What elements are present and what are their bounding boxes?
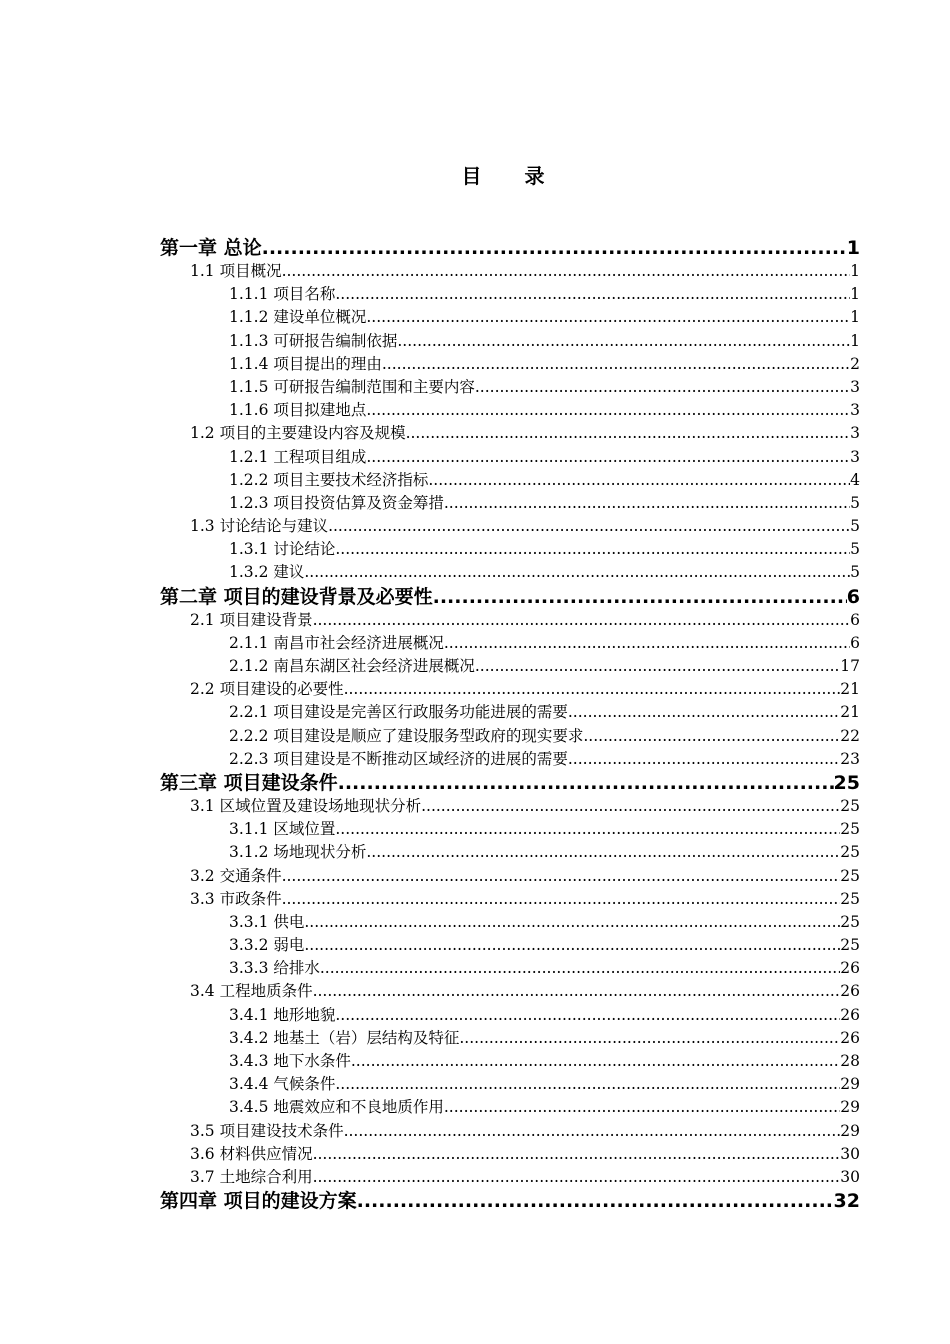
dot-leader [313,1143,841,1166]
toc-entry-page-number: 25 [840,796,860,815]
dot-leader [351,1050,840,1073]
toc-entry-page-number: 1 [850,308,860,327]
toc-entry-section[interactable] [160,980,860,1003]
toc-entry-page-number: 1 [850,262,860,280]
dot-leader [313,1166,841,1189]
toc-entry-section[interactable] [160,1143,860,1166]
toc-entry-page-number: 3 [850,377,860,396]
toc-entry-label: 1.1 项目概况 [190,262,282,280]
toc-entry-page-number: 25 [840,912,860,931]
dot-leader [444,632,850,655]
toc-entry-subsection[interactable] [160,353,860,376]
toc-entry-subsection[interactable] [160,841,860,864]
dot-leader [282,260,851,283]
dot-leader [583,725,840,748]
toc-entry-label: 1.1.3 可研报告编制依据 [229,331,398,350]
toc-entry-page-number: 22 [840,726,860,745]
toc-entry-subsection[interactable] [160,1073,860,1096]
toc-entry-page-number: 21 [840,703,860,722]
toc-entry-page-number: 29 [840,1121,860,1140]
toc-entry-label: 3.4.2 地基土（岩）层结构及特征 [229,1028,460,1047]
dot-leader [313,609,851,632]
toc-entry-page-number: 5 [850,493,860,512]
toc-entry-label: 2.1.1 南昌市社会经济进展概况 [229,633,444,652]
toc-entry-chapter[interactable] [160,585,860,609]
dot-leader [304,934,840,957]
dot-leader [262,236,847,260]
dot-leader [459,1027,840,1050]
toc-entry-label: 3.4.4 气候条件 [229,1075,336,1094]
dot-leader [382,353,850,376]
toc-entry-label: 3.7 土地综合利用 [190,1167,313,1186]
toc-entry-subsection[interactable] [160,701,860,724]
table-of-contents [160,236,860,1213]
toc-entry-page-number: 6 [846,585,860,608]
toc-entry-label: 3.3.3 给排水 [229,959,320,978]
toc-entry-label: 3.4 工程地质条件 [190,982,313,1001]
toc-entry-label: 1.2.3 项目投资估算及资金筹措 [229,493,444,512]
toc-entry-section[interactable] [160,795,860,818]
toc-entry-page-number: 30 [840,1167,860,1186]
dot-leader [335,283,850,306]
toc-entry-subsection[interactable] [160,561,860,584]
dot-leader [335,1004,840,1027]
toc-entry-label: 1.2.2 项目主要技术经济指标 [229,470,429,489]
toc-entry-label: 1.2.1 工程项目组成 [229,447,367,466]
toc-entry-label: 3.5 项目建设技术条件 [190,1121,344,1140]
toc-entry-label: 1.3 讨论结论与建议 [190,517,329,536]
toc-entry-subsection[interactable] [160,492,860,515]
toc-entry-label: 1.1.5 可研报告编制范围和主要内容 [229,377,475,396]
toc-entry-section[interactable] [160,865,860,888]
dot-leader [444,492,850,515]
dot-leader [366,446,850,469]
dot-leader [433,585,847,609]
toc-entry-subsection[interactable] [160,632,860,655]
dot-leader [397,330,850,353]
toc-entry-page-number: 30 [840,1144,860,1163]
toc-entry-chapter[interactable] [160,1189,860,1213]
toc-entry-page-number: 21 [840,680,860,699]
dot-leader [320,957,840,980]
dot-leader [344,678,841,701]
toc-entry-label: 2.2.3 项目建设是不断推动区域经济的进展的需要 [229,749,568,768]
toc-entry-page-number: 28 [840,1052,860,1070]
toc-entry-page-number: 5 [850,517,860,536]
toc-entry-label: 1.2 项目的主要建设内容及规模 [190,424,406,443]
dot-leader [568,748,840,771]
toc-entry-page-number: 26 [840,959,860,978]
toc-entry-page-number: 2 [850,354,860,373]
dot-leader [328,515,850,538]
toc-entry-subsection[interactable] [160,1004,860,1027]
toc-entry-label: 2.2 项目建设的必要性 [190,680,344,699]
toc-entry-label: 3.2 交通条件 [190,866,282,885]
toc-entry-page-number: 4 [850,470,860,489]
toc-entry-label: 1.1.4 项目提出的理由 [229,354,382,373]
dot-leader [304,911,840,934]
toc-entry-chapter[interactable] [160,771,860,795]
toc-entry-label: 第二章 项目的建设背景及必要性 [160,585,433,608]
toc-entry-label: 3.3.1 供电 [229,912,305,931]
toc-entry-label: 3.4.3 地下水条件 [229,1052,351,1070]
toc-title: 目 录 [461,164,563,188]
toc-entry-label: 3.6 材料供应情况 [190,1144,313,1163]
toc-entry-label: 2.2.2 项目建设是顺应了建设服务型政府的现实要求 [229,726,584,745]
dot-leader [366,306,850,329]
toc-entry-subsection[interactable] [160,725,860,748]
toc-entry-section[interactable] [160,609,860,632]
toc-entry-subsection[interactable] [160,818,860,841]
dot-leader [366,841,840,864]
toc-entry-label: 1.1.6 项目拟建地点 [229,401,367,420]
dot-leader [344,1120,841,1143]
toc-entry-subsection[interactable] [160,934,860,957]
toc-entry-subsection[interactable] [160,469,860,492]
toc-entry-page-number: 26 [840,1005,860,1024]
toc-entry-section[interactable] [160,260,860,283]
toc-entry-label: 3.4.1 地形地貌 [229,1005,336,1024]
dot-leader [475,655,840,678]
toc-entry-subsection[interactable] [160,1096,860,1119]
toc-entry-page-number: 1 [846,237,860,259]
dot-leader [475,376,850,399]
dot-leader [568,701,840,724]
toc-entry-subsection[interactable] [160,283,860,306]
toc-entry-page-number: 25 [840,866,860,885]
dot-leader [335,818,840,841]
toc-entry-section[interactable] [160,678,860,701]
toc-entry-page-number: 5 [850,540,860,559]
dot-leader [338,771,834,795]
toc-entry-page-number: 25 [840,889,860,908]
toc-entry-page-number: 5 [850,563,860,582]
dot-leader [282,865,841,888]
toc-entry-page-number: 29 [840,1098,860,1117]
toc-entry-subsection[interactable] [160,446,860,469]
dot-leader [282,888,841,911]
toc-entry-page-number: 25 [840,936,860,955]
toc-entry-label: 3.3 市政条件 [190,889,282,908]
toc-entry-subsection[interactable] [160,1027,860,1050]
dot-leader [357,1189,834,1213]
toc-entry-label: 3.1.1 区域位置 [229,820,336,839]
toc-entry-subsection[interactable] [160,330,860,353]
toc-entry-subsection[interactable] [160,538,860,561]
toc-entry-page-number: 25 [833,771,860,794]
dot-leader [366,399,850,422]
toc-entry-section[interactable] [160,515,860,538]
toc-entry-label: 3.3.2 弱电 [229,936,305,955]
toc-entry-subsection[interactable] [160,655,860,678]
toc-entry-label: 1.3.1 讨论结论 [229,540,336,559]
toc-entry-page-number: 29 [840,1075,860,1094]
dot-leader [444,1096,840,1119]
toc-entry-label: 3.1.2 场地现状分析 [229,843,367,862]
toc-entry-subsection[interactable] [160,1050,860,1073]
toc-entry-label: 1.3.2 建议 [229,563,305,582]
toc-entry-page-number: 25 [840,843,860,862]
dot-leader [335,1073,840,1096]
toc-entry-subsection[interactable] [160,748,860,771]
toc-entry-page-number: 26 [840,982,860,1001]
dot-leader [421,795,840,818]
toc-entry-subsection[interactable] [160,911,860,934]
toc-entry-page-number: 17 [840,657,860,675]
toc-entry-label: 第四章 项目的建设方案 [160,1190,357,1213]
toc-entry-section[interactable] [160,1166,860,1189]
toc-entry-label: 3.4.5 地震效应和不良地质作用 [229,1098,444,1117]
dot-leader [313,980,841,1003]
toc-entry-page-number: 23 [840,749,860,768]
toc-entry-page-number: 6 [850,633,860,652]
toc-entry-page-number: 1 [850,285,860,304]
toc-entry-subsection[interactable] [160,376,860,399]
toc-entry-page-number: 25 [840,820,860,839]
toc-entry-label: 2.1.2 南昌东湖区社会经济进展概况 [229,657,475,675]
toc-entry-section[interactable] [160,422,860,445]
dot-leader [428,469,850,492]
toc-entry-label: 3.1 区域位置及建设场地现状分析 [190,796,422,815]
dot-leader [304,561,850,584]
toc-entry-page-number: 3 [850,447,860,466]
toc-entry-page-number: 6 [850,610,860,629]
toc-entry-page-number: 26 [840,1028,860,1047]
toc-entry-subsection[interactable] [160,957,860,980]
toc-entry-label: 1.1.1 项目名称 [229,285,336,304]
toc-entry-subsection[interactable] [160,399,860,422]
toc-entry-page-number: 3 [850,401,860,420]
toc-entry-label: 第一章 总论 [160,237,262,259]
dot-leader [335,538,850,561]
toc-entry-section[interactable] [160,1120,860,1143]
toc-entry-label: 第三章 项目建设条件 [160,771,338,794]
toc-entry-page-number: 1 [850,331,860,350]
toc-entry-chapter[interactable] [160,236,860,260]
toc-entry-section[interactable] [160,888,860,911]
toc-entry-page-number: 3 [850,424,860,443]
toc-entry-subsection[interactable] [160,306,860,329]
toc-entry-label: 2.2.1 项目建设是完善区行政服务功能进展的需要 [229,703,568,722]
toc-entry-label: 2.1 项目建设背景 [190,610,313,629]
toc-entry-label: 1.1.2 建设单位概况 [229,308,367,327]
toc-entry-page-number: 32 [833,1190,860,1213]
dot-leader [406,422,851,445]
